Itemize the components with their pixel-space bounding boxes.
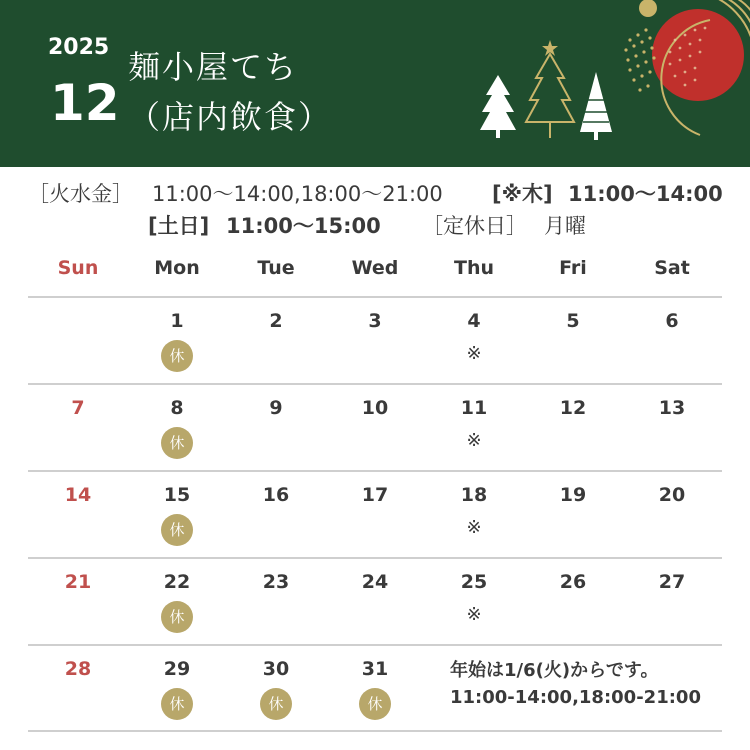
shop-subtitle: （店内飲食） xyxy=(128,98,333,136)
day-cell: 6 xyxy=(665,310,679,332)
holiday-label: ［定休日］ xyxy=(422,214,527,238)
day-cell: 18 xyxy=(460,484,488,506)
closed-badge: 休 xyxy=(161,601,193,633)
day-cell: 13 xyxy=(658,397,686,419)
closed-badge: 休 xyxy=(359,688,391,720)
closed-badge: 休 xyxy=(260,688,292,720)
day-cell: 4 xyxy=(467,310,481,332)
year: 2025 xyxy=(48,35,110,60)
weekday-header: Wed xyxy=(351,257,399,279)
weekday-time: 11:00～14:00,18:00～21:00 xyxy=(152,182,443,206)
short-hours-mark: ※ xyxy=(466,430,482,451)
row-divider xyxy=(28,644,722,646)
weekday-header: Tue xyxy=(257,257,295,279)
weekday-header: Fri xyxy=(559,257,587,279)
short-hours-mark: ※ xyxy=(466,604,482,625)
closed-badge: 休 xyxy=(161,514,193,546)
day-cell: 16 xyxy=(262,484,290,506)
header-banner xyxy=(0,0,750,167)
day-cell: 5 xyxy=(566,310,580,332)
weekday-header: Sat xyxy=(654,257,690,279)
row-divider xyxy=(28,296,722,298)
day-cell: 7 xyxy=(71,397,85,419)
day-cell: 19 xyxy=(559,484,587,506)
day-cell: 27 xyxy=(658,571,686,593)
weekend-time: 11:00～15:00 xyxy=(226,214,381,238)
day-cell: 1 xyxy=(170,310,184,332)
closed-badge: 休 xyxy=(161,427,193,459)
day-cell: 9 xyxy=(269,397,283,419)
weekday-header: Mon xyxy=(154,257,200,279)
month: 12 xyxy=(50,74,120,132)
day-cell: 31 xyxy=(361,658,389,680)
row-divider xyxy=(28,383,722,385)
day-cell: 23 xyxy=(262,571,290,593)
weekday-header: Thu xyxy=(453,257,494,279)
day-cell: 12 xyxy=(559,397,587,419)
day-cell: 25 xyxy=(460,571,488,593)
weekday-header: Sun xyxy=(57,257,99,279)
row-divider xyxy=(28,470,722,472)
christmas-decoration-icon xyxy=(470,0,750,167)
day-cell: 20 xyxy=(658,484,686,506)
row-divider xyxy=(28,730,722,732)
day-cell: 24 xyxy=(361,571,389,593)
day-cell: 14 xyxy=(64,484,92,506)
day-cell: 3 xyxy=(368,310,382,332)
new-year-note: 年始は1/6(火)からです。 xyxy=(450,660,659,681)
closed-badge: 休 xyxy=(161,340,193,372)
closed-badge: 休 xyxy=(161,688,193,720)
short-hours-mark: ※ xyxy=(466,343,482,364)
weekday-label: ［火水金］ xyxy=(28,182,133,206)
day-cell: 2 xyxy=(269,310,283,332)
day-cell: 11 xyxy=(460,397,488,419)
row-divider xyxy=(28,557,722,559)
short-hours-mark: ※ xyxy=(466,517,482,538)
day-cell: 29 xyxy=(163,658,191,680)
day-cell: 17 xyxy=(361,484,389,506)
new-year-hours: 11:00-14:00,18:00-21:00 xyxy=(450,687,701,708)
thursday-label: [※木] xyxy=(492,182,553,206)
day-cell: 28 xyxy=(64,658,92,680)
thursday-time: 11:00～14:00 xyxy=(568,182,723,206)
weekend-label: [土日] xyxy=(148,214,210,238)
shop-name: 麺小屋てち xyxy=(128,48,299,86)
day-cell: 30 xyxy=(262,658,290,680)
day-cell: 22 xyxy=(163,571,191,593)
day-cell: 10 xyxy=(361,397,389,419)
day-cell: 8 xyxy=(170,397,184,419)
day-cell: 15 xyxy=(163,484,191,506)
day-cell: 26 xyxy=(559,571,587,593)
day-cell: 21 xyxy=(64,571,92,593)
holiday-day: 月曜 xyxy=(544,214,586,238)
